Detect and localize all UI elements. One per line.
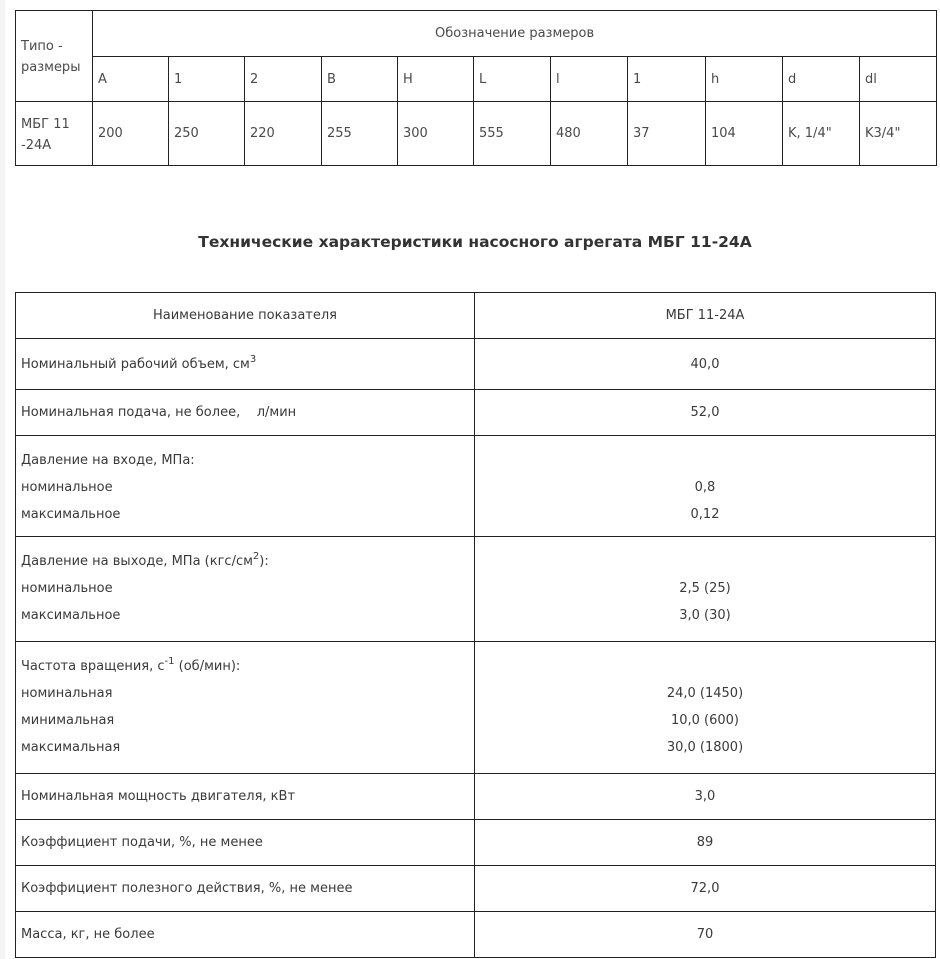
sub-value: 0,8 [694,480,716,495]
column-header: dl [860,57,937,102]
spec-value: 72,0 [475,866,936,912]
spec-name [16,537,475,642]
name-prefix: Давление на выходе, МПа (кгс/см [21,554,253,569]
sub-value: 24,0 (1450) [666,686,744,701]
table-cell: 555 [474,102,551,166]
specs-header-row [16,293,936,339]
spec-name [16,642,475,774]
name-suffix: ): [259,554,269,569]
table-cell: 200 [93,102,169,166]
superscript: 3 [249,353,257,365]
superscript: 2 [252,551,260,562]
table-cell: 255 [322,102,398,166]
spec-name-text: Номинальный рабочий объем, см [21,356,250,372]
spec-name-text: Давление на входе, МПа: [21,453,195,468]
column-header: B [322,57,398,102]
sub-value: 30,0 (1800) [666,740,744,755]
spec-value [475,537,936,642]
table-cell: 220 [245,102,322,166]
spec-name: Коэффициент подачи, %, не менее [16,820,475,866]
table-row [16,774,936,820]
table-row [16,339,936,390]
table-row [16,820,936,866]
table-row [16,436,936,537]
spec-name-text [21,658,474,685]
header-model: МБГ 11-24А [475,293,936,339]
spec-name [16,436,475,537]
sub-label: номинальное [21,581,113,596]
sub-value: 0,12 [690,507,720,522]
spec-value: 52,0 [475,390,936,436]
sub-label: максимальное [21,507,121,522]
table-row [16,642,936,774]
sub-value: 10,0 (600) [670,713,740,728]
table-cell: 300 [398,102,474,166]
spec-name [16,339,475,390]
column-header: 1 [628,57,706,102]
type-cell: МБГ 11 -24А [16,102,93,166]
table-row [16,537,936,642]
name-suffix: (об/мин): [174,659,241,674]
dimensions-table [15,10,937,166]
spec-value [475,436,936,537]
dimensions-group-header: Обозначение размеров [93,11,937,57]
table-row [16,390,936,436]
spec-value: 40,0 [475,339,936,390]
table-cell: 37 [628,102,706,166]
table-row [16,912,936,958]
column-header: L [474,57,551,102]
type-header: Типо - размеры [16,11,93,102]
header-name: Наименование показателя [16,293,475,339]
table-cell: K, 1/4" [783,102,860,166]
table-row [16,102,937,166]
sub-label: максимальная [21,740,121,755]
superscript: -1 [164,656,175,667]
sub-label: номинальное [21,480,113,495]
table-cell: 480 [551,102,628,166]
page-margin [0,0,5,959]
sub-value: 3,0 (30) [679,608,731,623]
spec-name: Номинальная мощность двигателя, кВт [16,774,475,820]
column-header: h [706,57,783,102]
column-header: A [93,57,169,102]
spec-name-text [21,553,474,580]
column-header: 1 [169,57,245,102]
column-header: d [783,57,860,102]
spec-value [475,642,936,774]
column-header: H [398,57,474,102]
section-title: Технические характеристики насосного агрегата МБГ 11-24А [198,233,752,251]
table-cell: 104 [706,102,783,166]
spec-value: 70 [475,912,936,958]
spec-name: Коэффициент полезного действия, %, не менее [16,866,475,912]
column-header: l [551,57,628,102]
table-row [16,866,936,912]
sub-label: максимальное [21,608,121,623]
sub-value: 2,5 (25) [679,581,731,596]
spec-value: 89 [475,820,936,866]
sub-label: номинальная [21,686,113,701]
spec-value: 3,0 [475,774,936,820]
spec-name: Номинальная подача, не более, л/мин [16,390,475,436]
spec-name: Масса, кг, не более [16,912,475,958]
name-prefix: Частота вращения, с [21,659,165,674]
column-header: 2 [245,57,322,102]
dimensions-column-headers [16,57,937,102]
sub-label: минимальная [21,713,115,728]
specs-table [15,292,936,958]
table-cell: 250 [169,102,245,166]
table-cell: K3/4" [860,102,937,166]
